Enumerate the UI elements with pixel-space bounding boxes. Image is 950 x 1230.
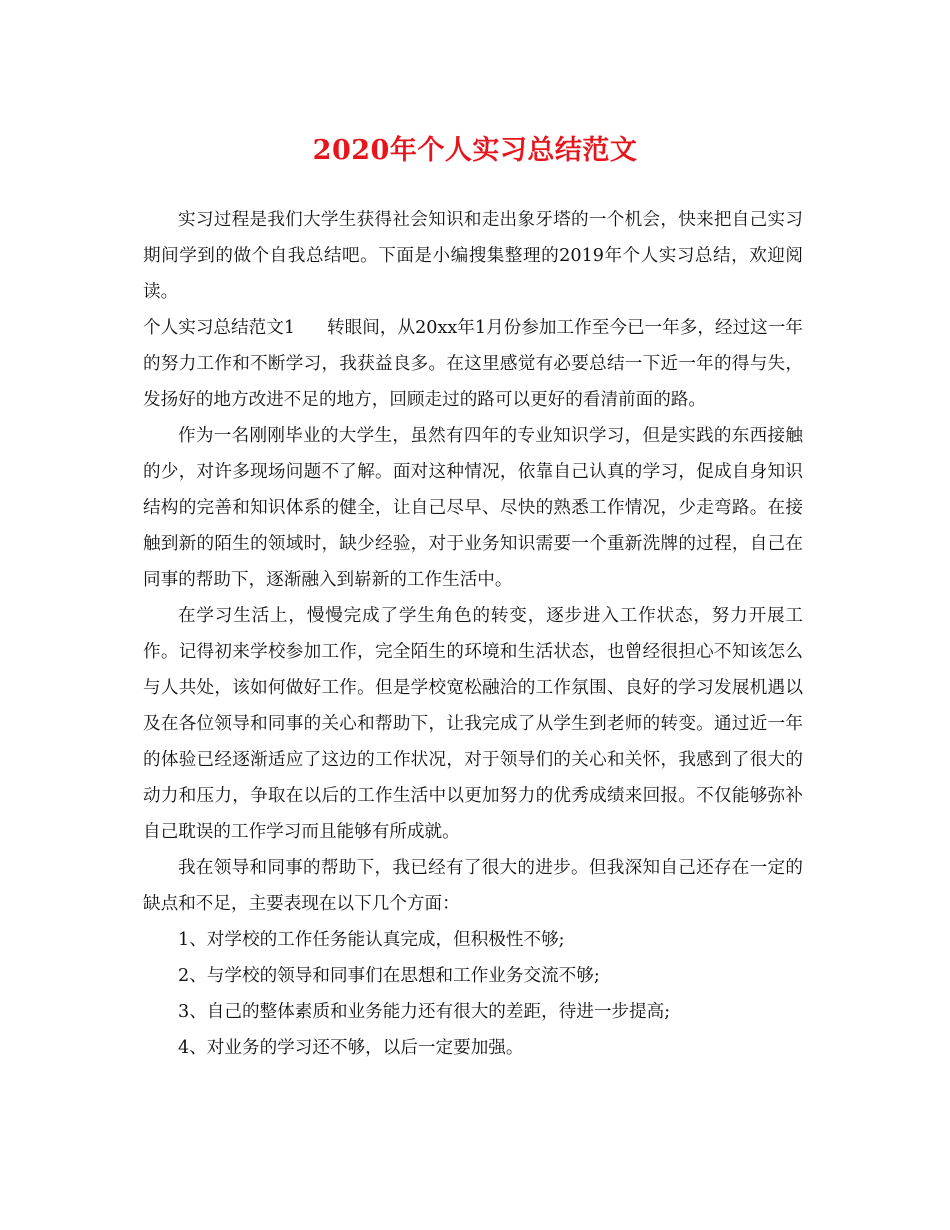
document-body [143,202,803,1066]
body-paragraph: 在学习生活上，慢慢完成了学生角色的转变，逐步进入工作状态，努力开展工作。记得初来学校参加工作，完全陌生的环境和生活状态，也曾经很担心不知该怎么与人共处，该如何做好工作。但是学校宽松融洽的工作氛围、良好的学习发展机遇以及在各位领导和同事的关心和帮助下，让我完成了从学生到老师的转变。通过近一年的体验已经逐渐适应了这边的工作状况，对于领导们的关心和关怀，我感到了很大的动力和压力，争取在以后的工作生活中以更加努力的优秀成绩来回报。不仅能够弥补自己耽误的工作学习而且能够有所成就。 [143,606,803,842]
body-paragraph: 作为一名刚刚毕业的大学生，虽然有四年的专业知识学习，但是实践的东西接触的少，对许多现场问题不了解。面对这种情况，依靠自己认真的学习，促成自身知识结构的完善和知识体系的健全，让自己尽早、尽快的熟悉工作情况，少走弯路。在接触到新的陌生的领域时，缺少经验，对于业务知识需要一个重新洗牌的过程，自己在同事的帮助下，逐渐融入到崭新的工作生活中。 [143,426,803,590]
section-first-text: 转眼间，从20xx年1月份参加工作至今已一年多，经过这一年的努力工作和不断学习，我获益良多。在这里感觉有必要总结一下近一年的得与失，发扬好的地方改进不足的地方，回顾走过的路可以更好的看清前面的路。 [143,318,803,410]
list-item: 1、对学校的工作任务能认真完成，但积极性不够; [178,930,565,950]
document-title: 2020年个人实习总结范文 [312,135,638,166]
body-paragraph: 我在领导和同事的帮助下，我已经有了很大的进步。但我深知自己还存在一定的缺点和不足，主要表现在以下几个方面： [143,858,803,914]
section-heading: 个人实习总结范文1 [143,318,296,338]
list-item: 3、自己的整体素质和业务能力还有很大的差距，待进一步提高; [178,1002,671,1022]
list-item: 4、对业务的学习还不够，以后一定要加强。 [178,1038,524,1058]
list-item: 2、与学校的领导和同事们在思想和工作业务交流不够; [178,966,600,986]
intro-paragraph: 实习过程是我们大学生获得社会知识和走出象牙塔的一个机会，快来把自己实习期间学到的做个自我总结吧。下面是小编搜集整理的2019年个人实习总结，欢迎阅读。 [143,210,803,302]
section-first-paragraph [143,310,803,418]
